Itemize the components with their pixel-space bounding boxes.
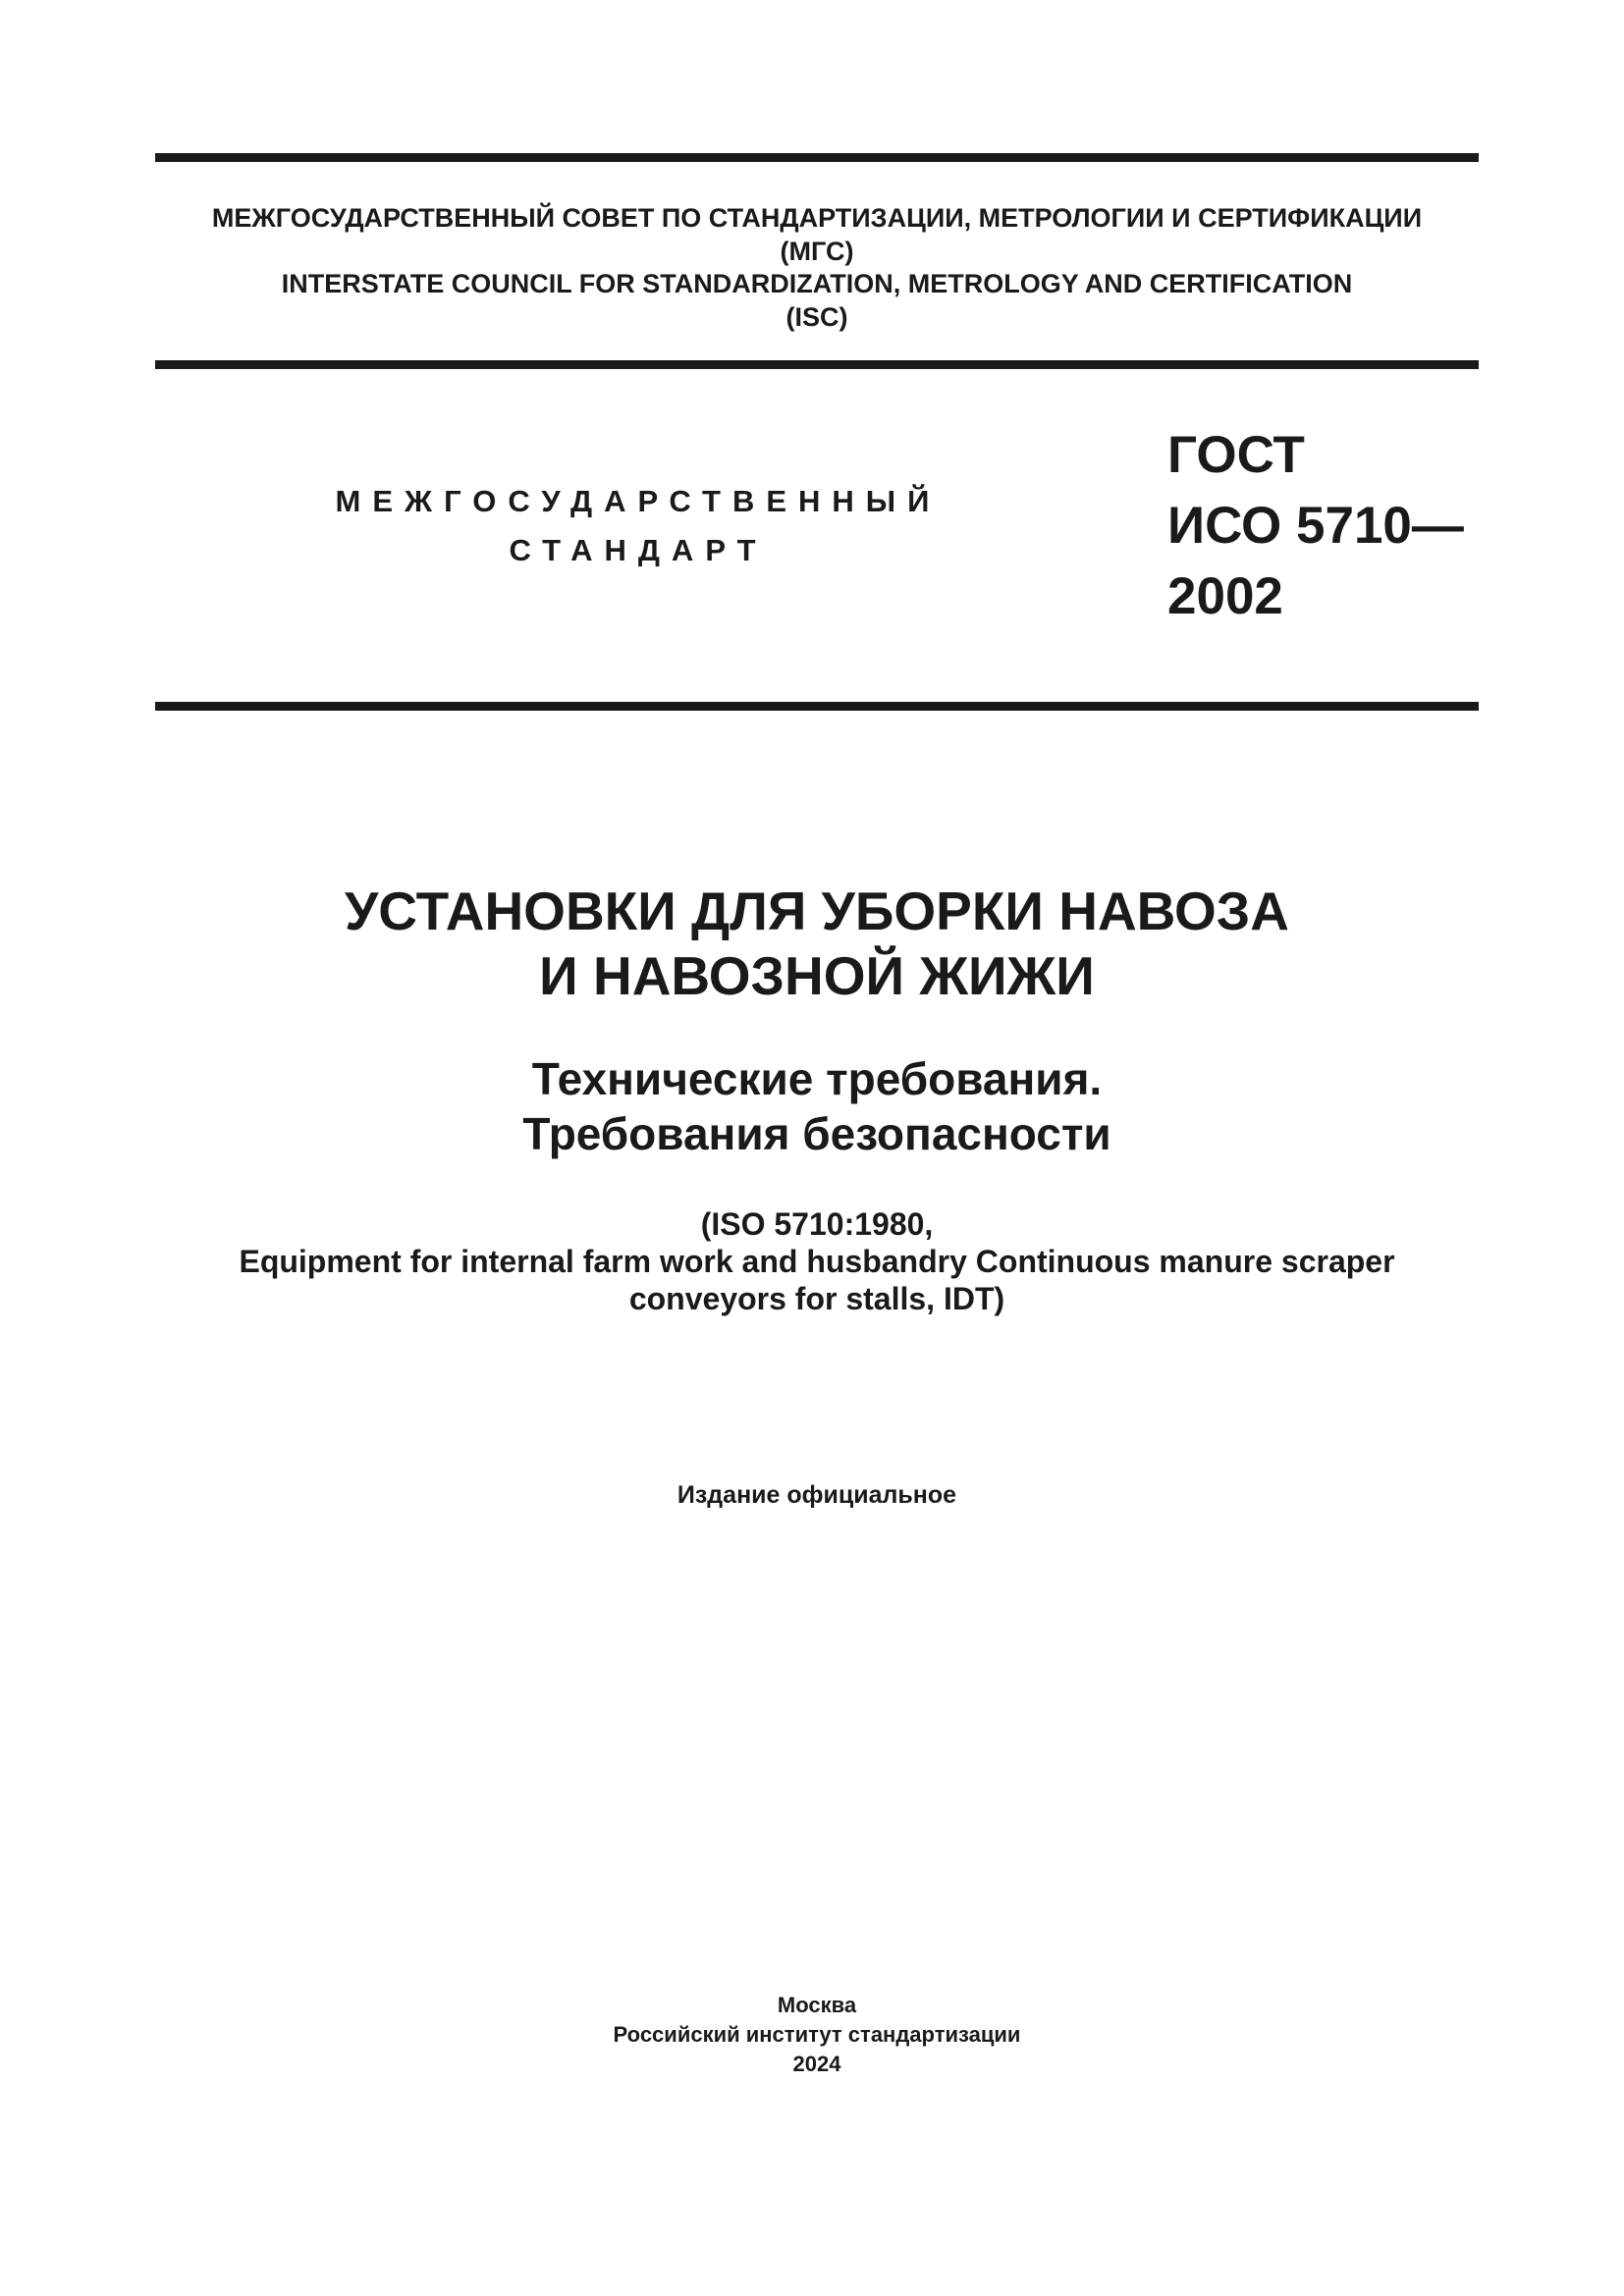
designation-line2: ИСО 5710—	[1167, 497, 1464, 555]
edition-note: Издание официальное	[677, 1481, 957, 1509]
council-abbr-en: (ISC)	[785, 301, 848, 332]
title-line2: И НАВОЗНОЙ ЖИЖИ	[539, 945, 1095, 1006]
council-name-ru: МЕЖГОСУДАРСТВЕННЫЙ СОВЕТ ПО СТАНДАРТИЗАЦИИ, МЕТРОЛОГИИ И СЕРТИФИКАЦИИ	[211, 203, 1423, 233]
iso-reference-line2: Equipment for internal farm work and husbandry Continuous manure scraper	[239, 1244, 1395, 1279]
imprint-publisher: Российский институт стандартизации	[613, 2022, 1021, 2047]
imprint	[155, 1991, 1479, 2079]
iso-reference-line1: (ISO 5710:1980,	[700, 1206, 934, 1242]
standard-label-line1: МЕЖГОСУДАРСТВЕННЫЙ	[335, 484, 942, 518]
council-header	[155, 202, 1479, 334]
standard-label-line2: СТАНДАРТ	[509, 533, 768, 567]
council-bottom-rule	[155, 360, 1479, 369]
council-name-en: INTERSTATE COUNCIL FOR STANDARDIZATION, METROLOGY AND CERTIFICATION	[281, 269, 1353, 298]
council-abbr-ru: (МГС)	[780, 236, 854, 266]
iso-reference-line3: conveyors for stalls, IDT)	[628, 1281, 1005, 1316]
subtitle-line1: Технические требования.	[531, 1053, 1103, 1104]
document-subtitle	[155, 1051, 1479, 1161]
designation-line1: ГОСТ	[1167, 426, 1305, 484]
title-line1: УСТАНОВКИ ДЛЯ УБОРКИ НАВОЗА	[345, 881, 1289, 941]
document-title	[155, 879, 1479, 1008]
imprint-city: Москва	[777, 1993, 857, 2017]
subtitle-line2: Требования безопасности	[522, 1108, 1111, 1159]
standard-label	[304, 477, 972, 575]
designation-line3: 2002	[1167, 567, 1283, 625]
imprint-year: 2024	[792, 2052, 841, 2076]
standard-designation	[1167, 420, 1464, 632]
top-rule	[155, 153, 1479, 162]
designation-bottom-rule	[155, 702, 1479, 711]
iso-reference	[155, 1205, 1479, 1317]
